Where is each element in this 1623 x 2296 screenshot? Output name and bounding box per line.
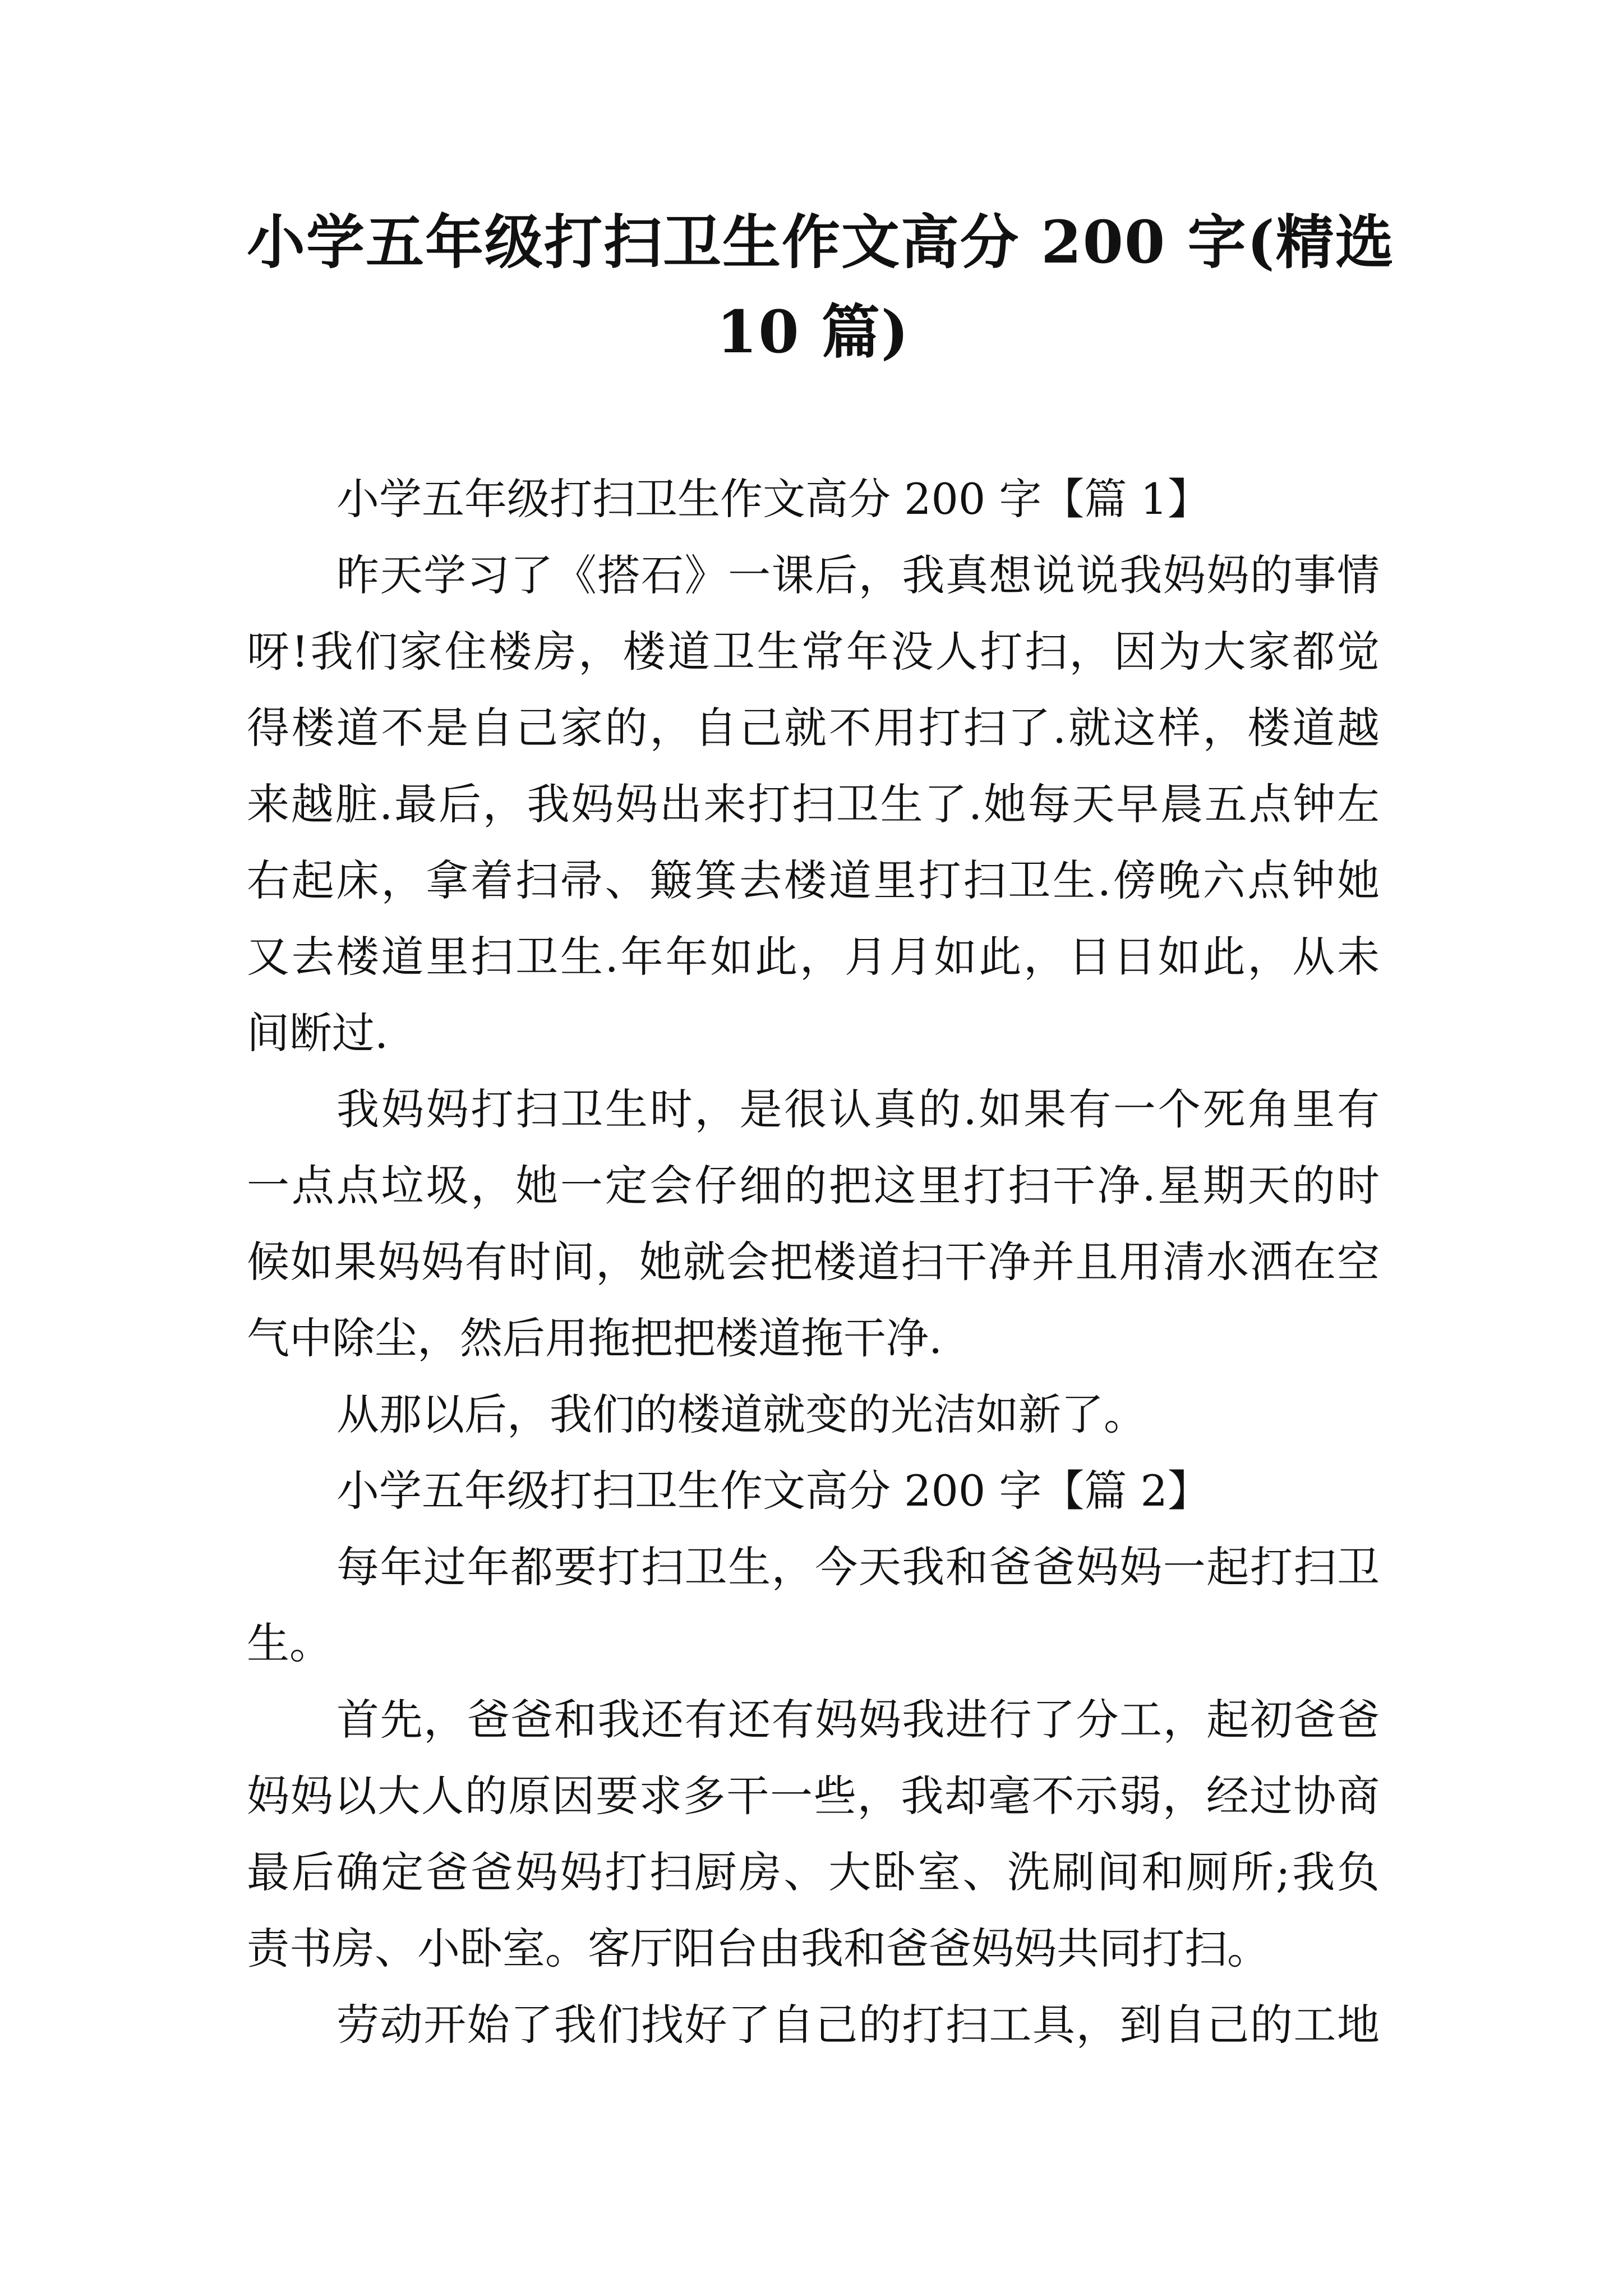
text-line: 昨天学习了《搭石》一课后，我真想说说我妈妈的事情 (336, 550, 1380, 600)
section-heading-1: 小学五年级打扫卫生作文高分 200 字【篇 1】 (336, 474, 1210, 524)
text-line: 首先，爸爸和我还有还有妈妈我进行了分工，起初爸爸 (336, 1695, 1380, 1745)
section-heading-2: 小学五年级打扫卫生作文高分 200 字【篇 2】 (336, 1466, 1210, 1516)
text-line: 间断过. (247, 1008, 389, 1058)
text-line: 最后确定爸爸妈妈打扫厨房、大卧室、洗刷间和厕所;我负 (247, 1847, 1380, 1897)
document-title-line-2: 10 篇) (716, 297, 910, 366)
text-line: 来越脏.最后，我妈妈出来打扫卫生了.她每天早晨五点钟左 (247, 779, 1380, 829)
text-line: 从那以后，我们的楼道就变的光洁如新了。 (336, 1389, 1146, 1439)
text-line: 妈妈以大人的原因要求多干一些，我却毫不示弱，经过协商 (247, 1771, 1380, 1821)
text-line: 又去楼道里扫卫生.年年如此，月月如此，日日如此，从未 (247, 932, 1380, 982)
text-line: 候如果妈妈有时间，她就会把楼道扫干净并且用清水洒在空 (247, 1237, 1380, 1287)
text-line: 每年过年都要打扫卫生，今天我和爸爸妈妈一起打扫卫 (336, 1542, 1380, 1592)
text-line: 右起床，拿着扫帚、簸箕去楼道里打扫卫生.傍晚六点钟她 (247, 855, 1380, 905)
text-line: 责书房、小卧室。客厅阳台由我和爸爸妈妈共同打扫。 (247, 1924, 1270, 1973)
text-line: 一点点垃圾，她一定会仔细的把这里打扫干净.星期天的时 (247, 1161, 1380, 1211)
text-line: 生。 (247, 1618, 332, 1668)
text-line: 劳动开始了我们找好了自己的打扫工具，到自己的工地 (336, 2000, 1380, 2050)
text-line: 气中除尘，然后用拖把把楼道拖干净. (247, 1313, 943, 1363)
document-title-line-1: 小学五年级打扫卫生作文高分 200 字(精选 (247, 208, 1395, 277)
text-line: 得楼道不是自己家的，自己就不用打扫了.就这样，楼道越 (247, 703, 1380, 753)
text-line: 呀!我们家住楼房，楼道卫生常年没人打扫，因为大家都觉 (247, 627, 1380, 677)
text-line: 我妈妈打扫卫生时，是很认真的.如果有一个死角里有 (336, 1084, 1380, 1134)
